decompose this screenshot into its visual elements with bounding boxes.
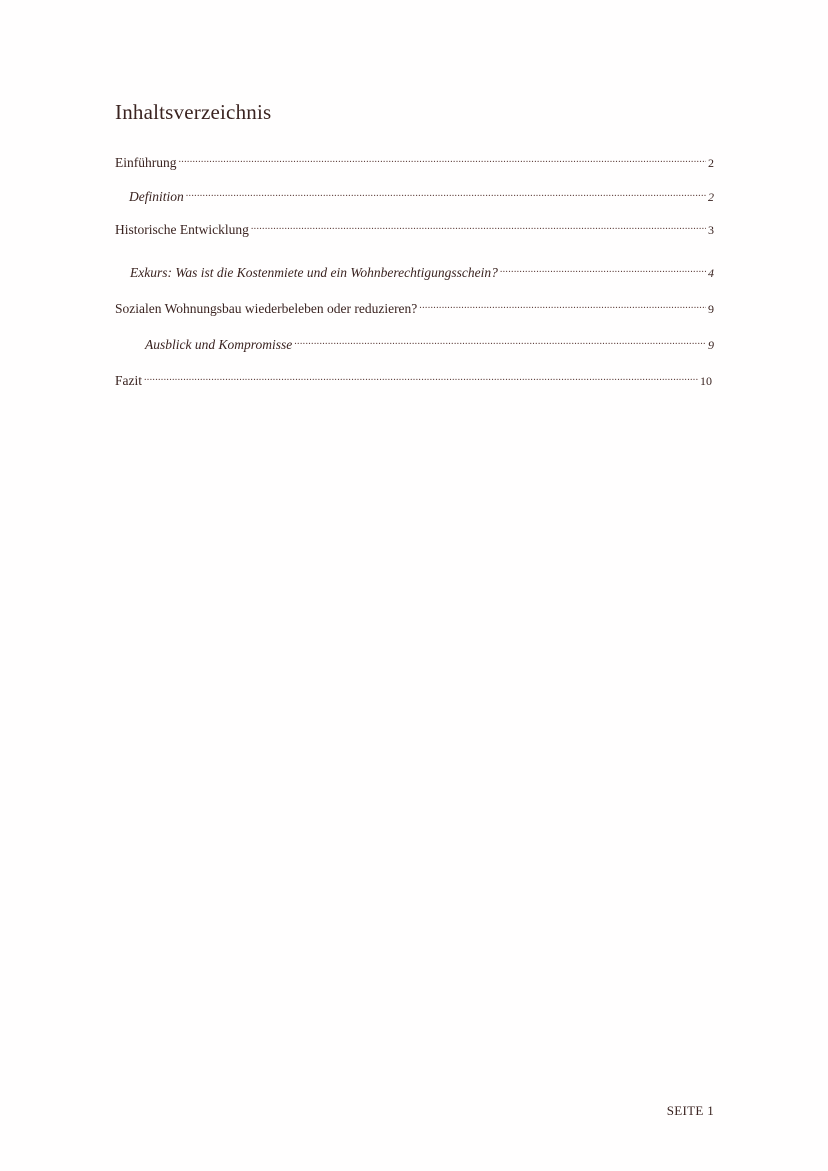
toc-entry-page: 4 bbox=[708, 266, 714, 280]
toc-entry-page: 2 bbox=[708, 156, 714, 170]
toc-entry-exkurs[interactable] bbox=[130, 259, 714, 280]
toc-entry-page: 9 bbox=[708, 302, 714, 316]
toc-dot-leader bbox=[179, 149, 707, 167]
toc-dot-leader bbox=[186, 183, 706, 201]
toc-entry-label: Fazit bbox=[115, 373, 142, 388]
toc-entry-page: 10 bbox=[700, 374, 712, 388]
toc-entry-label: Ausblick und Kompromisse bbox=[145, 337, 293, 352]
toc-entry-label: Historische Entwicklung bbox=[115, 222, 249, 237]
toc-dot-leader bbox=[144, 367, 698, 385]
toc-entry-label: Sozialen Wohnungsbau wiederbeleben oder reduzieren? bbox=[115, 301, 418, 316]
toc-dot-leader bbox=[419, 295, 706, 313]
toc-dot-leader bbox=[251, 216, 706, 234]
toc-entry-page: 9 bbox=[708, 338, 714, 352]
toc-entry-definition[interactable] bbox=[129, 183, 714, 204]
toc-entry-sozialen-wohnungsbau[interactable] bbox=[115, 295, 714, 316]
toc-entry-einfuehrung[interactable] bbox=[115, 149, 714, 170]
toc-entry-label: Definition bbox=[129, 189, 184, 204]
toc-dot-leader bbox=[500, 259, 706, 277]
toc-entry-label: Einführung bbox=[115, 155, 177, 170]
toc-entry-fazit[interactable] bbox=[115, 367, 712, 388]
toc-dot-leader bbox=[294, 331, 706, 349]
toc-entry-page: 3 bbox=[708, 223, 714, 237]
toc-entry-page: 2 bbox=[708, 190, 714, 204]
toc-entry-label: Exkurs: Was ist die Kostenmiete und ein Wohnberechtigungsschein? bbox=[130, 265, 498, 280]
page-number-footer: SEITE 1 bbox=[666, 1103, 714, 1118]
toc-heading: Inhaltsverzeichnis bbox=[115, 100, 272, 124]
toc-entry-historische-entwicklung[interactable] bbox=[115, 216, 714, 237]
toc-entry-ausblick[interactable] bbox=[145, 331, 714, 352]
